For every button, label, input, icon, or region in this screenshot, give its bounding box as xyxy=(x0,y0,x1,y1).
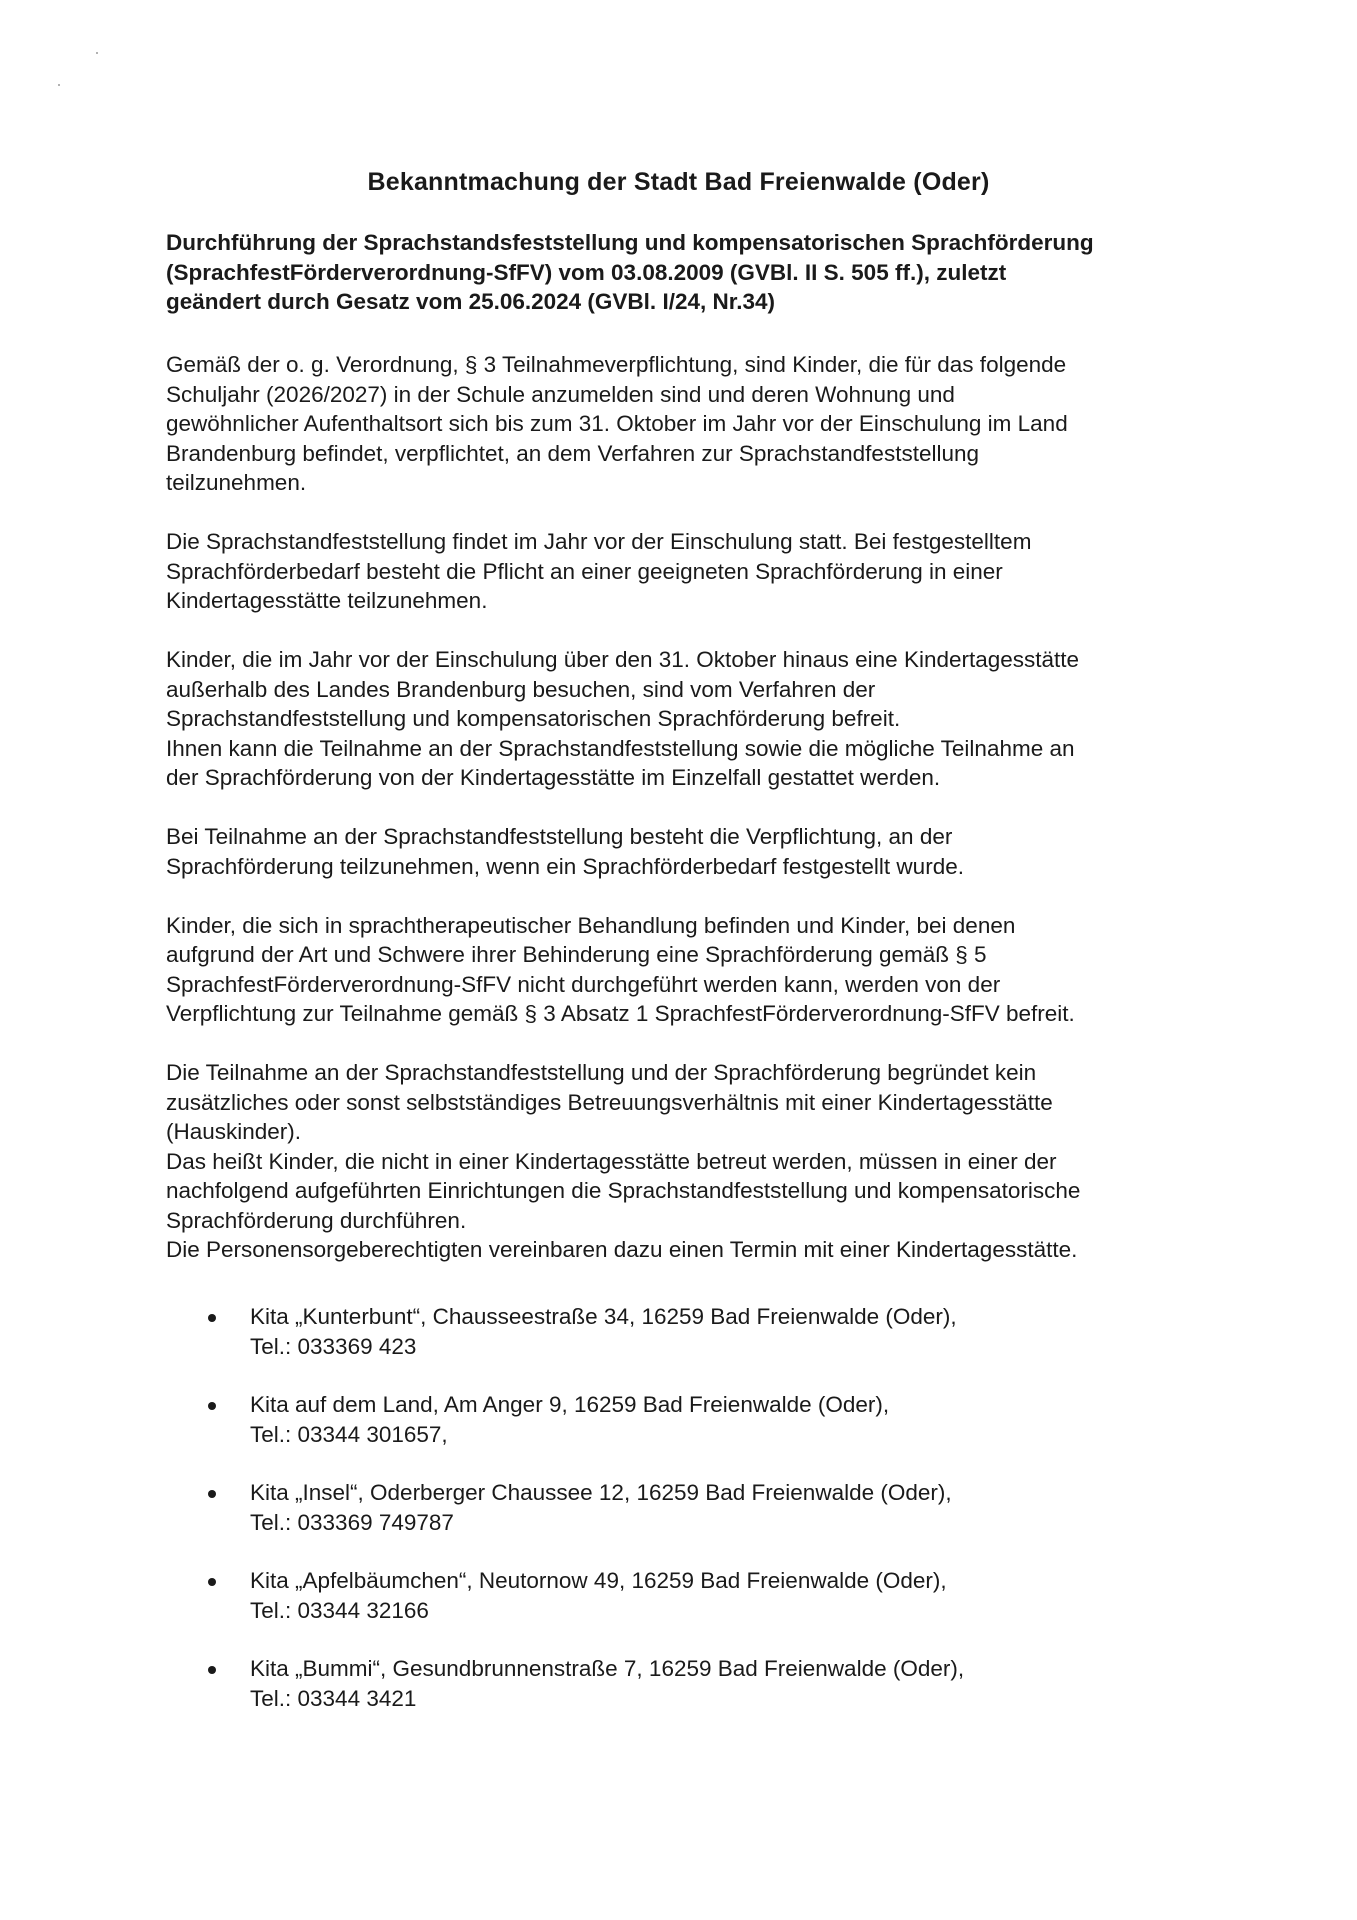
text-line: Gemäß der o. g. Verordnung, § 3 Teilnahmeverpflichtung, sind Kinder, die für das folgende xyxy=(166,352,1067,377)
list-item xyxy=(166,1478,1226,1537)
paragraph-participation-obligation xyxy=(166,350,1226,498)
text-line: Kinder, die im Jahr vor der Einschulung über den 31. Oktober hinaus eine Kindertagesstätte xyxy=(166,647,1080,672)
subject-line: (SprachfestFörderverordnung-SfFV) vom 03.08.2009 (GVBl. II S. 505 ff.), zuletzt xyxy=(166,259,1007,285)
kita-phone: Tel.: 033369 749787 xyxy=(250,1509,454,1535)
text-line: Sprachförderbedarf besteht die Pflicht an einer geeigneten Sprachförderung in einer xyxy=(166,558,1003,584)
text-line: Kinder, die sich in sprachtherapeutischer Behandlung befinden und Kinder, bei denen xyxy=(166,912,1016,938)
text-line: Verpflichtung zur Teilnahme gemäß § 3 Absatz 1 SprachfestFörderverordnung-SfFV befreit. xyxy=(166,1001,1075,1026)
text-line: Die Personensorgeberechtigten vereinbaren dazu einen Termin mit einer Kindertagesstätte. xyxy=(166,1237,1078,1262)
kita-address: Kita auf dem Land, Am Anger 9, 16259 Bad Freienwalde (Oder), xyxy=(250,1392,890,1417)
paragraph-therapy-exemption xyxy=(166,911,1226,1029)
text-line: SprachfestFörderverordnung-SfFV nicht durchgeführt werden kann, werden von der xyxy=(166,971,1001,997)
bullet-icon xyxy=(208,1578,216,1586)
text-line: nachfolgend aufgeführten Einrichtungen die Sprachstandfeststellung und kompensatorische xyxy=(166,1178,1081,1203)
text-line: der Sprachförderung von der Kindertagesstätte im Einzelfall gestattet werden. xyxy=(166,765,941,790)
kita-phone: Tel.: 03344 301657, xyxy=(250,1421,448,1447)
bullet-icon xyxy=(208,1666,216,1674)
kita-address: Kita „Apfelbäumchen“, Neutornow 49, 16259 Bad Freienwalde (Oder), xyxy=(250,1568,947,1593)
document-body xyxy=(166,350,1226,1294)
scan-artifact xyxy=(96,52,98,54)
subject-line: geändert durch Gesatz vom 25.06.2024 (GVBl. I/24, Nr.34) xyxy=(166,289,776,314)
list-item xyxy=(166,1302,1226,1361)
subject-line: Durchführung der Sprachstandsfeststellung und kompensatorischen Sprachförderung xyxy=(166,230,1094,255)
text-line: (Hauskinder). xyxy=(166,1119,302,1144)
text-line: teilzunehmen. xyxy=(166,470,307,495)
text-line: Das heißt Kinder, die nicht in einer Kindertagesstätte betreut werden, müssen in einer der xyxy=(166,1148,1057,1174)
text-line: Sprachstandfeststellung und kompensatorischen Sprachförderung befreit. xyxy=(166,706,901,731)
kita-address: Kita „Insel“, Oderberger Chaussee 12, 16259 Bad Freienwalde (Oder), xyxy=(250,1480,952,1505)
text-line: Bei Teilnahme an der Sprachstandfeststellung besteht die Verpflichtung, an der xyxy=(166,824,953,849)
text-line: Ihnen kann die Teilnahme an der Sprachstandfeststellung sowie die mögliche Teilnahme an xyxy=(166,735,1075,761)
text-line: Die Teilnahme an der Sprachstandfeststellung und der Sprachförderung begründet kein xyxy=(166,1060,1037,1085)
page-title: Bekanntmachung der Stadt Bad Freienwalde (Oder) xyxy=(367,168,990,196)
kita-phone: Tel.: 03344 32166 xyxy=(250,1597,429,1623)
text-line: Sprachförderung durchführen. xyxy=(166,1207,467,1233)
list-item xyxy=(166,1566,1226,1625)
text-line: Kindertagesstätte teilzunehmen. xyxy=(166,588,488,613)
bullet-icon xyxy=(208,1314,216,1322)
text-line: außerhalb des Landes Brandenburg besuchen, sind vom Verfahren der xyxy=(166,676,876,702)
kita-phone: Tel.: 033369 423 xyxy=(250,1333,417,1359)
kita-address: Kita „Bummi“, Gesundbrunnenstraße 7, 16259 Bad Freienwalde (Oder), xyxy=(250,1656,965,1681)
bullet-icon xyxy=(208,1402,216,1410)
text-line: Schuljahr (2026/2027) in der Schule anzumelden sind und deren Wohnung und xyxy=(166,381,955,407)
list-item xyxy=(166,1390,1226,1449)
text-line: Sprachförderung teilzunehmen, wenn ein Sprachförderbedarf festgestellt wurde. xyxy=(166,853,964,879)
paragraph-timing xyxy=(166,527,1226,616)
paragraph-support-obligation xyxy=(166,822,1226,881)
text-line: Brandenburg befindet, verpflichtet, an dem Verfahren zur Sprachstandfeststellung xyxy=(166,440,979,466)
kita-list xyxy=(166,1302,1226,1742)
text-line: aufgrund der Art und Schwere ihrer Behinderung eine Sprachförderung gemäß § 5 xyxy=(166,942,987,967)
paragraph-exemption-outside-state xyxy=(166,645,1226,793)
text-line: Die Sprachstandfeststellung findet im Jahr vor der Einschulung statt. Bei festgestelltem xyxy=(166,529,1032,554)
paragraph-home-children xyxy=(166,1058,1226,1265)
text-line: gewöhnlicher Aufenthaltsort sich bis zum 31. Oktober im Jahr vor der Einschulung im Land xyxy=(166,411,1068,436)
kita-address: Kita „Kunterbunt“, Chausseestraße 34, 16259 Bad Freienwalde (Oder), xyxy=(250,1304,957,1329)
list-item xyxy=(166,1654,1226,1713)
document-subject xyxy=(166,228,1226,317)
scan-artifact xyxy=(58,84,60,86)
bullet-icon xyxy=(208,1490,216,1498)
text-line: zusätzliches oder sonst selbstständiges Betreuungsverhältnis mit einer Kindertagesstätte xyxy=(166,1089,1053,1115)
kita-phone: Tel.: 03344 3421 xyxy=(250,1685,417,1711)
